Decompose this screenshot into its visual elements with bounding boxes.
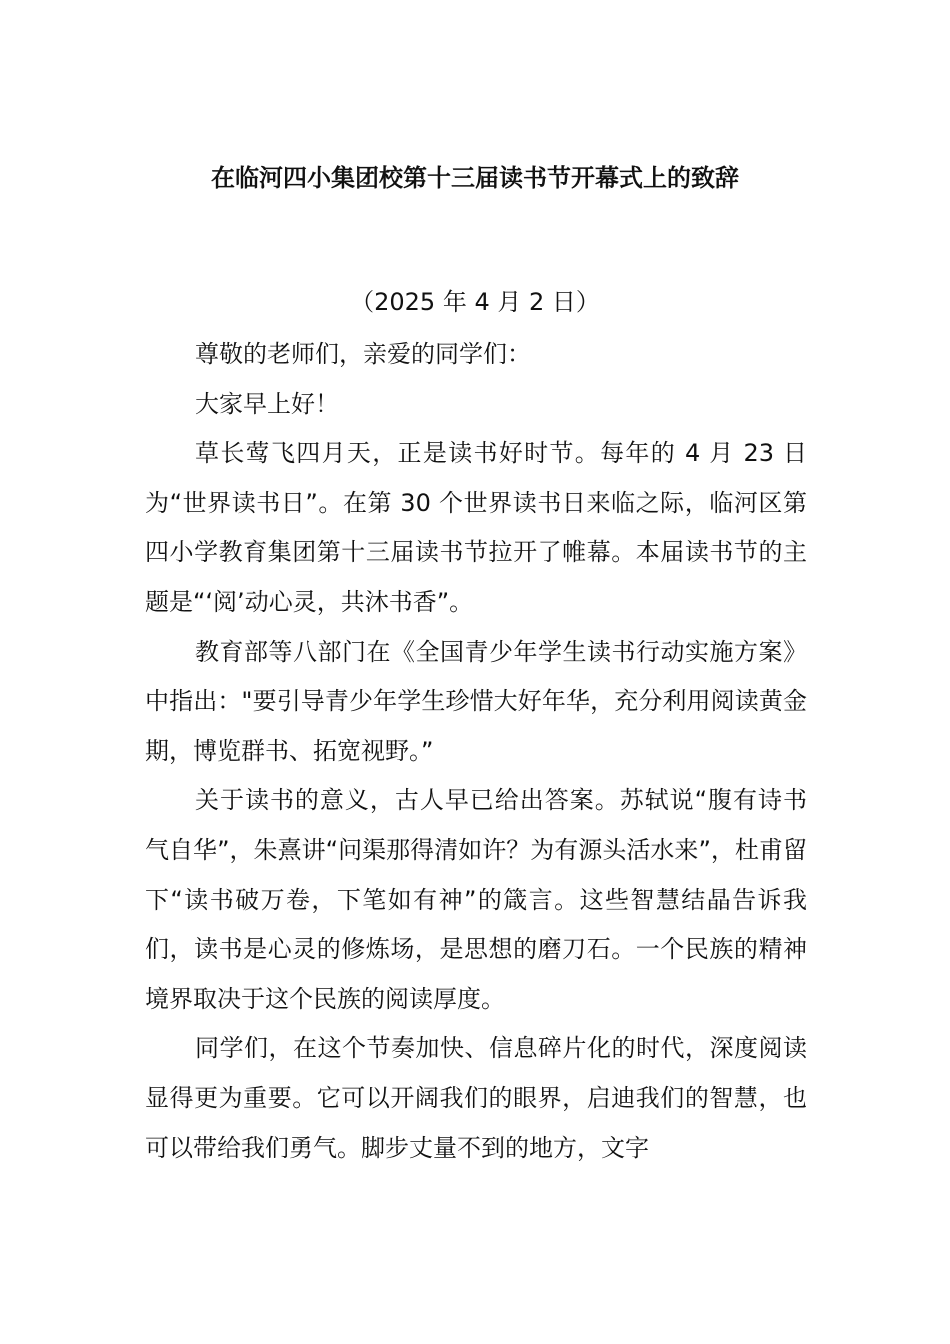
paragraph-salutation: 尊敬的老师们，亲爱的同学们： <box>195 340 531 368</box>
document-date: （2025 年 4 月 2 日） <box>350 288 600 316</box>
paragraph-reading-day: 草长莺飞四月天，正是读书好时节。每年的 4 月 23 日为“世界读书日”。在第 30 个世界读书日来临之际，临河区第四小学教育集团第十三届读书节拉开了帷幕。本届读书节的主题是“‘阅’动心灵，共沐书香”。 <box>145 439 807 616</box>
paragraph-meaning-of-reading: 关于读书的意义，古人早已给出答案。苏轼说“腹有诗书气自华”，朱熹讲“问渠那得清如许？为有源头活水来”，杜甫留下“读书破万卷，下笔如有神”的箴言。这些智慧结晶告诉我们，读书是心灵的修炼场，是思想的磨刀石。一个民族的精神境界取决于这个民族的阅读厚度。 <box>145 786 807 1013</box>
paragraph-greeting: 大家早上好！ <box>195 389 339 418</box>
document-body <box>145 330 807 1173</box>
paragraph-deep-reading: 同学们，在这个节奏加快、信息碎片化的时代，深度阅读显得更为重要。它可以开阔我们的眼界，启迪我们的智慧，也可以带给我们勇气。脚步丈量不到的地方，文字 <box>145 1034 807 1162</box>
document-title: 在临河四小集团校第十三届读书节开幕式上的致辞 <box>211 164 739 192</box>
paragraph-ministry-plan: 教育部等八部门在《全国青少年学生读书行动实施方案》中指出："要引导青少年学生珍惜大好年华，充分利用阅读黄金期，博览群书、拓宽视野。” <box>145 637 807 765</box>
